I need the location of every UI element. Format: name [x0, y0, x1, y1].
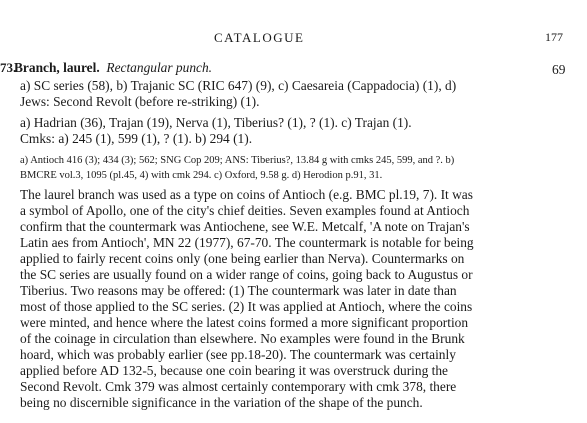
reference-line: a) Antioch 416 (3); 434 (3); 562; SNG Cop 209; ANS: Tiberius?, 13.84 g with cmks 245, 599, and ?. b) [20, 155, 455, 166]
entry-punch: Rectangular punch. [106, 60, 213, 75]
text-line: applied before AD 132-5, because one coin bearing it was overstruck during the [20, 363, 448, 378]
text-line: a symbol of Apollo, one of the city's chief deities. Seven examples found at Antioch [20, 203, 470, 218]
text-line: the SC series are usually found on a wider range of coins, going back to Augustus or [20, 267, 473, 282]
text-line: being no discernible significance in the variation of the shape of the punch. [20, 395, 423, 410]
text-line: Cmks: a) 245 (1), 599 (1), ? (1). b) 294 (1). [20, 131, 253, 146]
text-line: confirm that the countermark was Antiochene, see W.E. Metcalf, 'A note on Trajan's [20, 219, 470, 234]
entry-count: 69 [552, 62, 566, 77]
entry-marker: 73. [0, 60, 17, 75]
entry-name: Branch, laurel. [14, 60, 100, 75]
text-line: Latin aes from Antioch', MN 22 (1977), 67-70. The countermark is notable for being [20, 235, 474, 250]
text-line: were minted, and hence where the latest coins formed a more significant proportion [20, 315, 469, 330]
header-title: CATALOGUE [214, 30, 305, 45]
reference-line: BMCRE vol.3, 1095 (pl.45, 4) with cmk 294. c) Oxford, 9.58 g. d) Herodion p.91, 31. [20, 170, 383, 181]
text-line: The laurel branch was used as a type on coins of Antioch (e.g. BMC pl.19, 7). It was [20, 187, 473, 202]
text-line: of the coinage in circulation than elsewhere. No examples were found in the Brunk [20, 331, 465, 346]
entry-heading [0, 60, 212, 76]
text-line: a) SC series (58), b) Trajanic SC (RIC 647) (9), c) Caesareia (Cappadocia) (1), d) [20, 78, 457, 93]
text-line: Jews: Second Revolt (before re-striking) (1). [20, 94, 260, 109]
text-line: Tiberius. Two reasons may be offered: (1) The countermark was later in date than [20, 283, 457, 298]
text-line: Second Revolt. Cmk 379 was almost certainly contemporary with cmk 378, there [20, 379, 457, 394]
text-line: most of those applied to the SC series. (2) It was applied at Antioch, where the coins [20, 299, 473, 314]
text-line: hoard, which was probably earlier (see pp.18-20). The countermark was certainly [20, 347, 456, 362]
page-number: 177 [545, 30, 563, 44]
text-line: a) Hadrian (36), Trajan (19), Nerva (1), Tiberius? (1), ? (1). c) Trajan (1). [20, 115, 412, 130]
text-line: applied to fairly recent coins only (one being earlier than Nerva). Countermarks on [20, 251, 465, 266]
